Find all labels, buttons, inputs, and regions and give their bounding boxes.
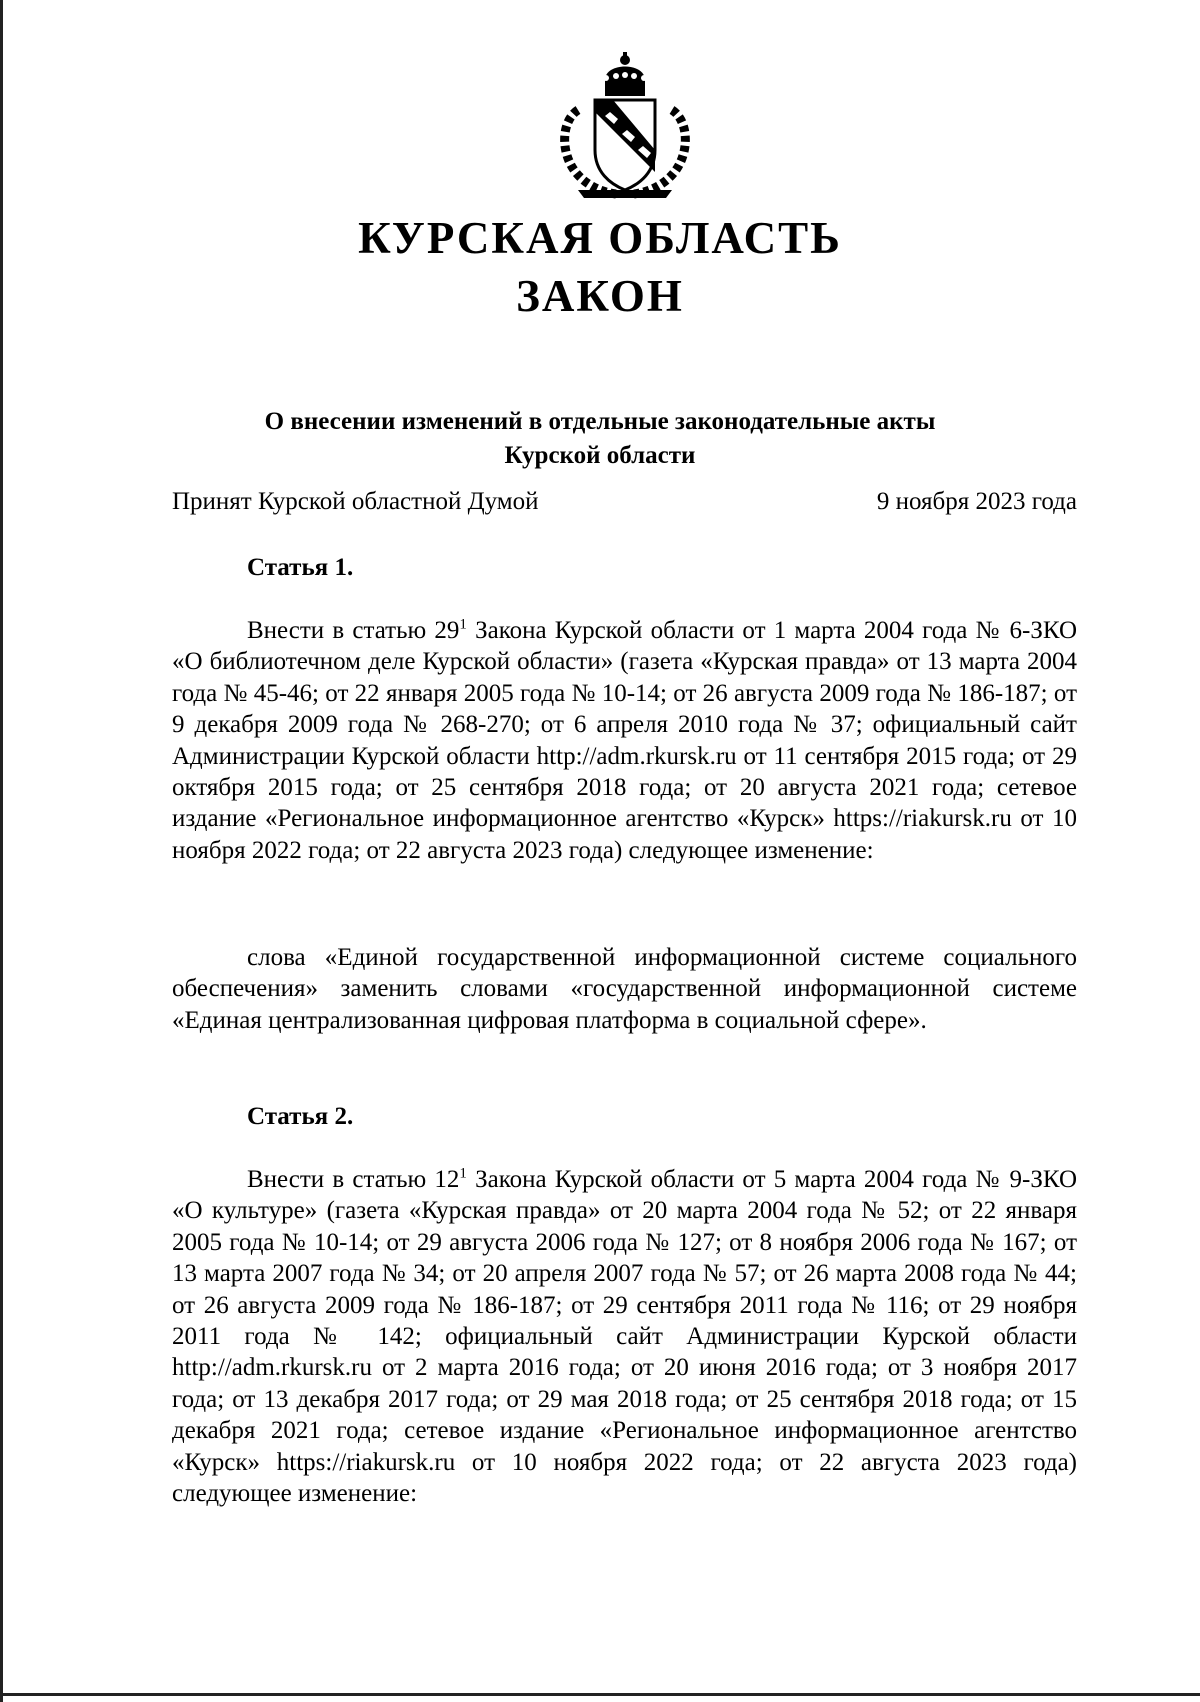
superscript: 1 [459, 616, 467, 633]
article-1-text-start: Внести в статью 29 [247, 617, 460, 644]
article-1-text [172, 615, 1077, 866]
superscript: 1 [459, 1165, 467, 1182]
adoption-line [172, 488, 1077, 524]
law-subject-line: О внесении изменений в отдельные законодательные акты [264, 408, 936, 435]
article-2-text-start: Внести в статью 12 [247, 1166, 460, 1193]
adoption-date: 9 ноября 2023 года [876, 488, 1077, 515]
article-1-text-rest: Закона Курской области от 1 марта 2004 года № 6-ЗКО «О библиотечном деле Курской области» (газета «Курская правда» от 13 марта 2004 года № 45-46; от 22 января 2005 года № 10-14; от 26 августа 2009 года № 186-187; от 9 декабря 2009 года № 268-270; от 6 апреля 2010 года № 37; официальный сайт Администрации Курской области http://adm.rkursk.ru от 11 сентября 2015 года; от 29 октября 2015 года; от 25 сентября 2018 года; от 20 августа 2021 года; сетевое издание «Региональное информационное агентство «Курск» https://riakursk.ru от 10 ноября 2022 года; от 22 августа 2023 года) следующее изменение: [172, 617, 1077, 864]
law-subject-line: Курской области [504, 442, 696, 469]
article-1-change-text: слова «Единой государственной информационной системе социального обеспечения» заменить словами «государственной информационной системе «Единая централизованная цифровая платформа в социальной сфере». [172, 944, 1077, 1034]
coat-of-arms-icon [560, 50, 690, 200]
region-title: КУРСКАЯ ОБЛАСТЬ [358, 213, 842, 263]
law-title: ЗАКОН [516, 271, 684, 321]
adopted-by: Принят Курской областной Думой [172, 488, 539, 515]
scan-edge-bottom [0, 1693, 1200, 1696]
article-2-text-rest: Закона Курской области от 5 марта 2004 года № 9-ЗКО «О культуре» (газета «Курская правда» от 20 марта 2004 года № 52; от 22 января 2005 года № 10-14; от 29 августа 2006 года № 127; от 8 ноября 2006 года № 167; от 13 марта 2007 года № 34; от 20 апреля 2007 года № 57; от 26 марта 2008 года № 44; от 26 августа 2009 года № 186-187; от 29 сентября 2011 года № 116; от 29 ноября 2011 года № 142; официальный сайт Администрации Курской области http://adm.rkursk.ru от 2 марта 2016 года; от 20 июня 2016 года; от 3 ноября 2017 года; от 13 декабря 2017 года; от 29 мая 2018 года; от 25 сентября 2018 года; от 15 декабря 2021 года; сетевое издание «Региональное информационное агентство «Курск» https://riakursk.ru от 10 ноября 2022 года; от 22 августа 2023 года) следующее изменение: [172, 1166, 1077, 1508]
article-2-text [172, 1164, 1077, 1509]
law-subject [150, 405, 1050, 473]
article-2-heading: Статья 2. [247, 1103, 354, 1130]
article-1-heading: Статья 1. [247, 554, 354, 581]
